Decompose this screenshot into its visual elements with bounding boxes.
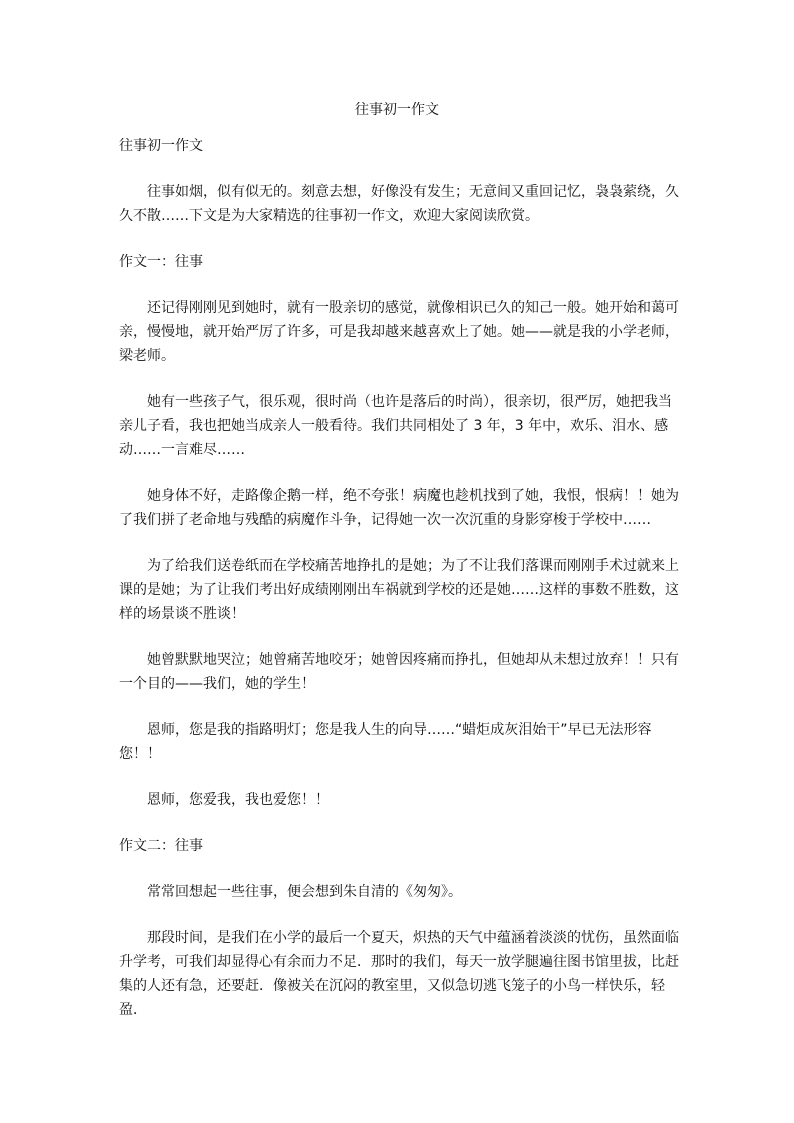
intro-paragraph: 往事如烟，似有似无的。刻意去想，好像没有发生；无意间又重回记忆，袅袅萦绕，久久不散……下文是为大家精选的往事初一作文，欢迎大家阅读欣赏。 xyxy=(119,184,679,224)
essay1-paragraph: 还记得刚刚见到她时，就有一股亲切的感觉，就像相识已久的知己一般。她开始和蔼可亲，慢慢地，就开始严厉了许多，可是我却越来越喜欢上了她。她——就是我的小学老师，梁老师。 xyxy=(119,300,679,364)
essay1-paragraph: 恩师，您爱我，我也爱您！！ xyxy=(147,792,329,808)
essay2-paragraph: 常常回想起一些往事，便会想到朱自清的《匆匆》。 xyxy=(147,884,462,900)
essay1-paragraph: 她有一些孩子气，很乐观，很时尚（也许是落后的时尚），很亲切，很严厉，她把我当亲儿子看，我也把她当成亲人一般看待。我们共同相处了 3 年，3 年中，欢乐、泪水、感动……一言难尽…… xyxy=(119,394,672,458)
essay1-paragraph: 她身体不好，走路像企鹅一样，绝不夸张！病魔也趁机找到了她，我恨，恨病！！她为了我们拼了老命地与残酷的病魔作斗争，记得她一次一次沉重的身影穿梭于学校中…… xyxy=(119,488,679,528)
essay1-paragraph: 为了给我们送卷纸而在学校痛苦地挣扎的是她；为了不让我们落课而刚刚手术过就来上课的是她；为了让我们考出好成绩刚刚出车祸就到学校的还是她……这样的事数不胜数，这样的场景谈不胜谈！ xyxy=(119,558,679,622)
essay1-heading: 作文一：往事 xyxy=(119,254,203,270)
essay2-heading: 作文二：往事 xyxy=(119,838,203,854)
page-title: 往事初一作文 xyxy=(355,102,439,118)
essay1-paragraph: 她曾默默地哭泣；她曾痛苦地咬牙；她曾因疼痛而挣扎，但她却从未想过放弃！！只有一个目的——我们，她的学生！ xyxy=(119,652,679,692)
document-body xyxy=(119,134,685,1022)
essay1-paragraph: 恩师，您是我的指路明灯；您是我人生的向导……“蜡炬成灰泪始干”早已无法形容您！！ xyxy=(119,722,652,762)
essay2-paragraph: 那段时间，是我们在小学的最后一个夏天，炽热的天气中蕴涵着淡淡的忧伤，虽然面临升学考，可我们却显得心有余而力不足．那时的我们，每天一放学腿遍往图书馆里拔，比赶集的人还有急，还要赶．像被关在沉闷的教室里，又似急切逃飞笼子的小鸟一样快乐，轻盈． xyxy=(119,930,679,1018)
document-subtitle: 往事初一作文 xyxy=(119,138,203,154)
